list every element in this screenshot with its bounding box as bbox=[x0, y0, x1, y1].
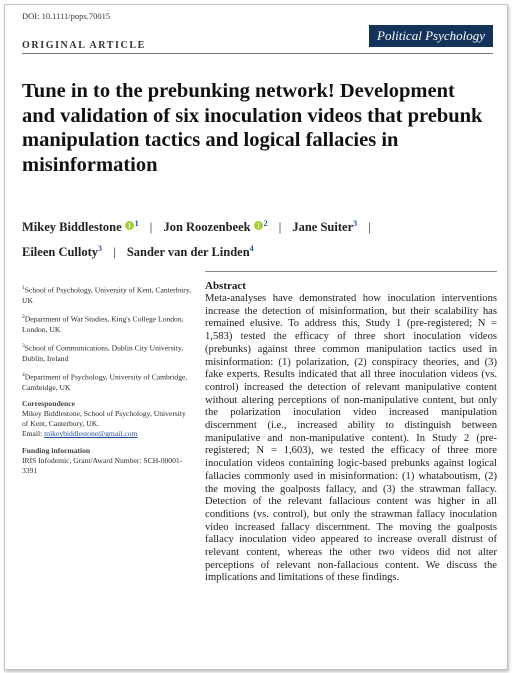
separator: | bbox=[368, 220, 371, 235]
affiliation: $^1$School of Psychology, University of Kent, Canterbury, UK bbox=[22, 285, 192, 305]
affiliation: $^4$Department of Psychology, University of Cambridge, Cambridge, UK bbox=[22, 371, 188, 392]
separator: | bbox=[278, 220, 282, 235]
author-name[interactable]: Jane Suiter bbox=[292, 220, 354, 235]
sidebar-info bbox=[22, 283, 192, 482]
orcid-icon[interactable] bbox=[125, 221, 134, 230]
header-rule bbox=[22, 53, 493, 54]
abstract-heading: Abstract bbox=[205, 280, 246, 292]
affiliation: $^2$Department of War Studies, King's College London, London, UK bbox=[22, 313, 184, 334]
author-list bbox=[22, 213, 492, 263]
abstract-text: Meta-analyses have demonstrated how inoculation interventions increase the detection of misinformation, but their scalability has remained elusive. To address this, Study 1 (pre-registered; N = 1,583) tested the efficacy of three short inoculation videos (prebunks) against three common manipulation tactics used in misinformation: (1) polarization, (2) conspiracy theories, and (3) fake experts. Results indicated that all three inoculation videos (vs. control) increased the detection of relevant manipulative content without altering perceptions of non-manipulative content, but only the polarization inoculation video increased manipulation discernment (i.e., increased ability to distinguish between manipulative and non-manipulative content). In Study 2 (pre-registered; N = 1,603), we tested the efficacy of three more inoculation videos containing logic-based prebunks against logical fallacies commonly used in misinformation: (1) whataboutism, (2) the moving the goalposts fallacy, and (3) the strawman fallacy. Detection of the relevant fallacious content was higher in all conditions (vs. control), but only the strawman fallacy inoculation video increased fallacy discernment. The moving the goalposts fallacy inoculation video appeared to increase overall distrust of relevant content, whereas the other two videos did not alter perceptions of relevant non-fallacious content. We discuss the implications and limitations of these findings. bbox=[205, 293, 497, 584]
separator: | bbox=[149, 220, 153, 235]
affiliation-ref[interactable]: 3 bbox=[98, 244, 103, 254]
article-title: Tune in to the prebunking network! Development and validation of six inoculation videos that prebunk manipulation tactics and logical fallacies in misinformation bbox=[22, 80, 483, 176]
correspondence-text: Mikey Biddlestone, School of Psychology, University of Kent, Canterbury, UK. Email: mikeybiddlestone@gmail.com bbox=[22, 408, 186, 439]
journal-banner: Political Psychology bbox=[369, 25, 493, 47]
orcid-icon[interactable] bbox=[254, 221, 263, 230]
correspondence-heading: Correspondence bbox=[22, 398, 76, 408]
article-type: ORIGINAL ARTICLE bbox=[22, 40, 146, 51]
affiliation-ref[interactable]: 3 bbox=[353, 219, 358, 228]
funding-heading: Funding information bbox=[22, 445, 91, 455]
email-link[interactable]: mikeybiddlestone@gmail.com bbox=[44, 429, 138, 439]
separator: | bbox=[113, 245, 116, 260]
affiliation-ref[interactable]: 1 bbox=[134, 219, 139, 228]
author-line-1 bbox=[22, 213, 492, 238]
author-line-2 bbox=[22, 238, 492, 263]
affiliation: $^3$School of Communications, Dublin City University, Dublin, Ireland bbox=[22, 342, 184, 363]
funding-text: IRIS Infodemic, Grant/Award Number: SCH-00001-3391 bbox=[22, 455, 183, 475]
author-name[interactable]: Sander van der Linden bbox=[126, 245, 250, 260]
affiliation-ref[interactable]: 4 bbox=[249, 244, 254, 254]
author-name[interactable]: Jon Roozenbeek bbox=[163, 220, 251, 235]
affiliation-ref[interactable]: 2 bbox=[263, 219, 268, 228]
abstract-section bbox=[205, 271, 497, 585]
article-page bbox=[4, 4, 508, 670]
doi[interactable]: DOI: 10.1111/pops.70015 bbox=[22, 11, 111, 21]
author-name[interactable]: Mikey Biddlestone bbox=[22, 220, 122, 235]
author-name[interactable]: Eileen Culloty bbox=[22, 245, 99, 260]
